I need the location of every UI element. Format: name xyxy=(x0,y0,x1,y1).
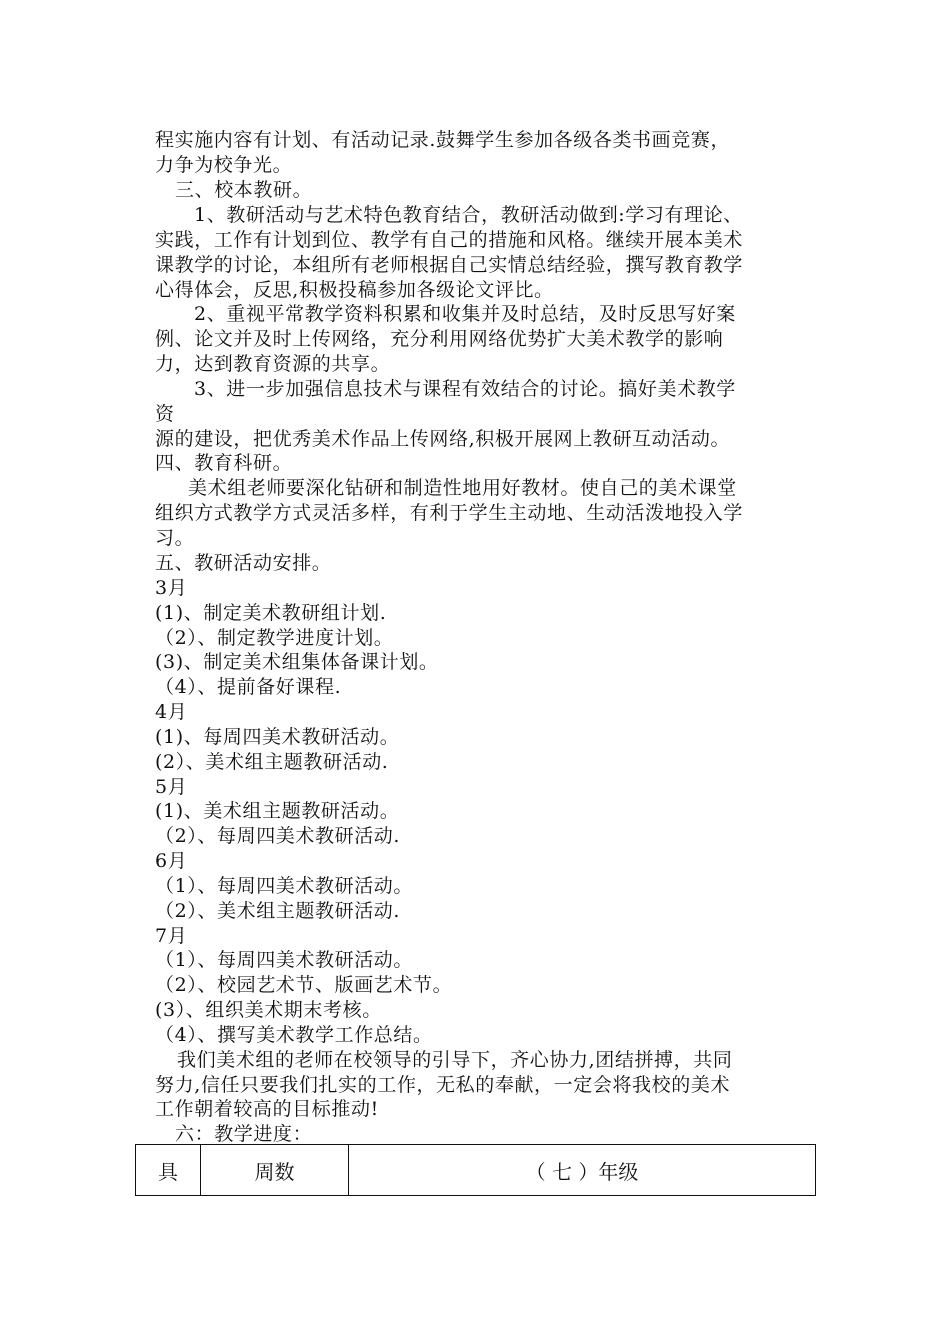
list-item: （4）、撰写美术教学工作总结。 xyxy=(155,1024,433,1046)
month-label: 5月 xyxy=(155,776,188,798)
text-line: 习。 xyxy=(155,527,195,549)
text-line: 例、论文并及时上传网络，充分利用网络优势扩大美术教学的影响 xyxy=(155,328,724,350)
text-line: 心得体会，反思,积极投稿参加各级论文评比。 xyxy=(155,279,554,301)
text-line: 组织方式教学方式灵活多样，有利于学生主动地、生动活泼地投入学 xyxy=(155,502,744,524)
list-item: （2）、每周四美术教研活动. xyxy=(155,825,401,847)
month-label: 4月 xyxy=(155,701,188,723)
text-line: 工作朝着较高的目标推动! xyxy=(155,1098,379,1120)
text-line: 3、进一步加强信息技术与课程有效结合的讨论。搞好美术教学 xyxy=(194,378,736,400)
table-cell: 具 xyxy=(136,1145,201,1196)
list-item: (1)、制定美术教研组计划. xyxy=(155,602,387,624)
text-line: 1、教研活动与艺术特色教育结合，教研活动做到:学习有理论、 xyxy=(194,204,743,226)
list-item: (3)、制定美术组集体备课计划。 xyxy=(155,651,439,673)
text-line: 努力,信任只要我们扎实的工作，无私的奉献，一定会将我校的美术 xyxy=(155,1074,731,1096)
list-item: （2）、美术组主题教研活动. xyxy=(155,900,401,922)
list-item: (1)、每周四美术教研活动。 xyxy=(155,726,400,748)
section-heading: 四、教育科研。 xyxy=(155,452,293,474)
table-cell-weeks: 周数 xyxy=(201,1145,349,1196)
section-heading: 三、校本教研。 xyxy=(175,179,313,201)
text-line: 程实施内容有计划、有活动记录.鼓舞学生参加各级各类书画竞赛， xyxy=(155,129,731,151)
text-line: 实践，工作有计划到位、教学有自己的措施和风格。继续开展本美术 xyxy=(155,229,744,251)
text-line: 美术组老师要深化钻研和制造性地用好教材。使自己的美术课堂 xyxy=(188,477,737,499)
text-line: 源的建设，把优秀美术作品上传网络,积极开展网上教研互动活动。 xyxy=(155,428,731,450)
list-item: (2）、美术组主题教研活动. xyxy=(155,751,389,773)
list-item: (3）、组织美术期末考核。 xyxy=(155,999,382,1021)
text-line: 2、重视平常教学资料积累和收集并及时总结，及时反思写好案 xyxy=(194,303,736,325)
section-heading: 五、教研活动安排。 xyxy=(155,552,332,574)
list-item: （1）、每周四美术教研活动。 xyxy=(155,949,413,971)
list-item: （2）、制定教学进度计划。 xyxy=(155,627,394,649)
list-item: (1)、美术组主题教研活动。 xyxy=(155,800,400,822)
text-line: 我们美术组的老师在校领导的引导下，齐心协力,团结拼搏，共同 xyxy=(177,1049,733,1071)
list-item: （2）、校园艺术节、版画艺术节。 xyxy=(155,974,453,996)
list-item: （4）、提前备好课程. xyxy=(155,676,342,698)
table-header-row xyxy=(136,1145,816,1196)
text-line: 力，达到教育资源的共享。 xyxy=(155,353,391,375)
month-label: 6月 xyxy=(155,850,188,872)
text-line: 课教学的讨论，本组所有老师根据自己实情总结经验，撰写教育教学 xyxy=(155,254,744,276)
month-label: 7月 xyxy=(155,925,188,947)
month-label: 3月 xyxy=(155,577,188,599)
list-item: （1）、每周四美术教研活动。 xyxy=(155,875,413,897)
text-line: 力争为校争光。 xyxy=(155,154,293,176)
text-line: 资 xyxy=(155,403,175,425)
teaching-progress-table xyxy=(135,1144,816,1196)
section-heading: 六：教学进度： xyxy=(175,1123,313,1145)
table-cell-grade: （ 七 ）年级 xyxy=(349,1145,816,1196)
